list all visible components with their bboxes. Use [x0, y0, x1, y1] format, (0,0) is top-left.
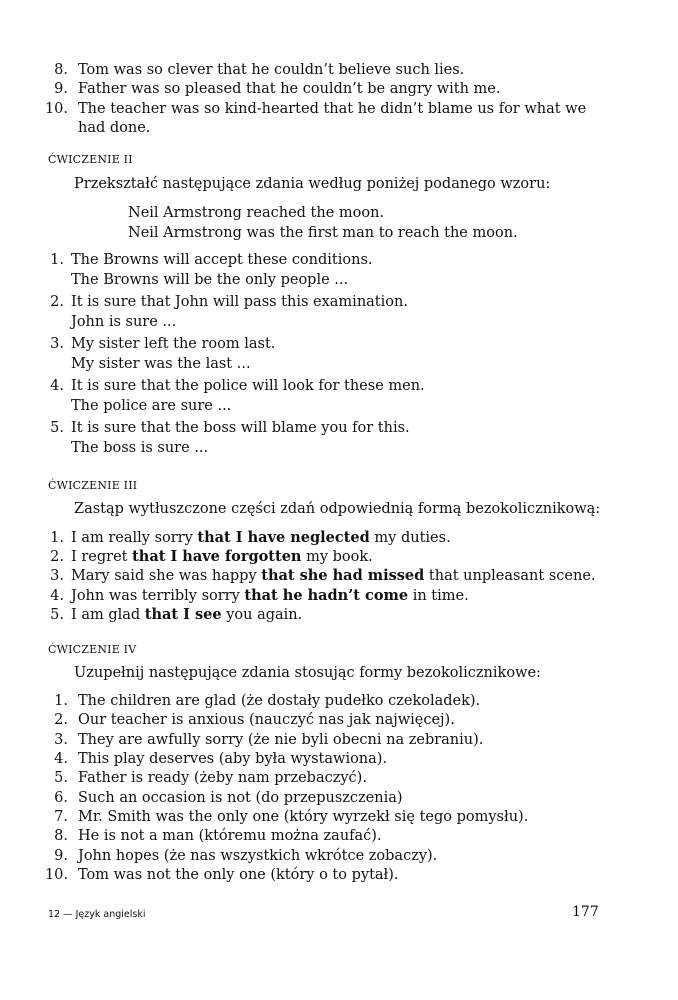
list-item-text: It is sure that John will pass this examination. — [71, 294, 408, 310]
list-item-text: Such an occasion is not (do przepuszczenia) — [78, 790, 403, 806]
list-item-number: 10. — [44, 867, 68, 883]
list-item-text: It is sure that the police will look for these men. — [71, 378, 425, 394]
exercise-3-heading: ĆWICZENIE III — [48, 479, 138, 492]
list-item-text: The teacher was so kind-hearted that he didn’t blame us for what we — [78, 101, 587, 117]
list-item-text-continued: The Browns will be the only people ... — [71, 272, 349, 288]
bold-phrase: that I have neglected — [197, 529, 370, 546]
list-item-text-continued: had done. — [78, 120, 151, 136]
list-item-text: Tom was so clever that he couldn’t believe such lies. — [78, 62, 465, 78]
list-item-number: 2. — [50, 549, 64, 565]
example-line: Neil Armstrong was the first man to reach the moon. — [128, 225, 518, 241]
list-item-number: 5. — [54, 770, 68, 786]
list-item-number: 7. — [54, 809, 68, 825]
exercise-2-instruction: Przekształć następujące zdania według poniżej podanego wzoru: — [74, 176, 551, 192]
list-item-number: 4. — [54, 751, 68, 767]
list-item-text: This play deserves (aby była wystawiona). — [78, 751, 388, 767]
bold-phrase: that I see — [144, 606, 222, 623]
list-item-text: He is not a man (któremu można zaufać). — [78, 828, 382, 844]
list-item-text: Mr. Smith was the only one (który wyrzekł się tego pomysłu). — [78, 809, 529, 825]
list-item-text: It is sure that the boss will blame you for this. — [71, 420, 410, 436]
list-item-number: 2. — [54, 712, 68, 728]
list-item-text: Father was so pleased that he couldn’t be angry with me. — [78, 81, 501, 97]
list-item-text: John hopes (że nas wszystkich wkrótce zobaczy). — [78, 848, 438, 864]
list-item-number: 3. — [54, 732, 68, 748]
bold-phrase: that I have forgotten — [132, 548, 302, 565]
list-item-text: My sister left the room last. — [71, 336, 276, 352]
list-item-text-continued: The boss is sure ... — [71, 440, 209, 456]
list-item-number: 5. — [50, 607, 64, 623]
list-item-text: I am glad that I see you again. — [71, 606, 303, 623]
bold-phrase: that she had missed — [261, 567, 425, 584]
exercise-2-heading: ĆWICZENIE II — [48, 153, 133, 166]
list-item-text: Father is ready (żeby nam przebaczyć). — [78, 770, 367, 786]
list-item-number: 8. — [54, 62, 68, 78]
list-item-number: 1. — [54, 693, 68, 709]
list-item-number: 8. — [54, 828, 68, 844]
list-item-text: The Browns will accept these conditions. — [71, 252, 373, 268]
list-item-number: 2. — [50, 294, 64, 310]
exercise-3-instruction: Zastąp wytłuszczone części zdań odpowiednią formą bezokolicznikową: — [74, 501, 601, 517]
list-item-number: 4. — [50, 588, 64, 604]
list-item-number: 3. — [50, 568, 64, 584]
list-item-text-continued: My sister was the last ... — [71, 356, 251, 372]
list-item-number: 10. — [44, 101, 68, 117]
list-item-number: 5. — [50, 420, 64, 436]
page-number: 177 — [572, 904, 599, 920]
list-item-text: Our teacher is anxious (nauczyć nas jak najwięcej). — [78, 712, 455, 728]
list-item-number: 9. — [54, 81, 68, 97]
footer-signature: 12 — Język angielski — [48, 909, 146, 920]
list-item-number: 9. — [54, 848, 68, 864]
exercise-4-heading: ĆWICZENIE IV — [48, 643, 137, 656]
list-item-text: Tom was not the only one (który o to pytał). — [78, 867, 399, 883]
list-item-number: 1. — [50, 530, 64, 546]
list-item-number: 3. — [50, 336, 64, 352]
list-item-text: I am really sorry that I have neglected my duties. — [71, 529, 451, 546]
example-line: Neil Armstrong reached the moon. — [128, 205, 385, 221]
list-item-text: I regret that I have forgotten my book. — [71, 548, 373, 565]
list-item-number: 6. — [54, 790, 68, 806]
exercise-4-instruction: Uzupełnij następujące zdania stosując formy bezokolicznikowe: — [74, 665, 541, 681]
list-item-text-continued: John is sure ... — [71, 314, 177, 330]
bold-phrase: that he hadn’t come — [244, 587, 409, 604]
list-item-text: John was terribly sorry that he hadn’t come in time. — [71, 587, 469, 604]
list-item-text-continued: The police are sure ... — [71, 398, 232, 414]
list-item-number: 4. — [50, 378, 64, 394]
list-item-text: The children are glad (że dostały pudełko czekoladek). — [78, 693, 481, 709]
list-item-text: Mary said she was happy that she had missed that unpleasant scene. — [71, 567, 596, 584]
list-item-number: 1. — [50, 252, 64, 268]
list-item-text: They are awfully sorry (że nie byli obecni na zebraniu). — [78, 732, 484, 748]
